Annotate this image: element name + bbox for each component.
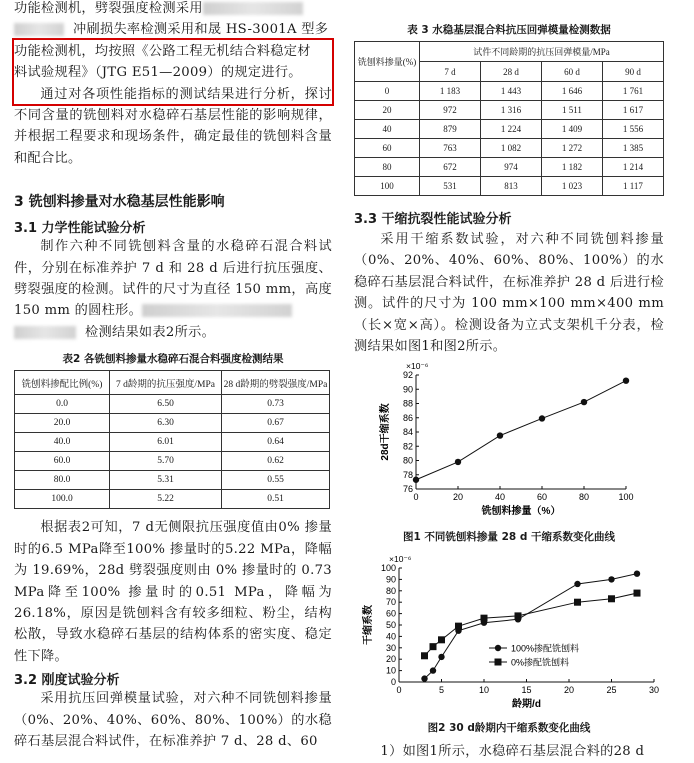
table-cell: 5.31 [110, 471, 222, 490]
data-point [581, 399, 587, 405]
y-tick-label: 0 [390, 677, 396, 688]
y-tick-label: 70 [385, 597, 396, 608]
y-axis-label: 28d干缩系数 [380, 403, 391, 462]
x-tick-label: 80 [578, 492, 590, 503]
redacted-text [14, 23, 64, 36]
table-cell: 6.01 [110, 433, 222, 452]
table-cell: 763 [420, 139, 481, 158]
intro-boxed-line: 功能检测机，均按照《公路工程无机结合料稳定材 [14, 43, 311, 59]
table-cell: 0.62 [222, 452, 330, 471]
table-cell: 1 409 [541, 120, 602, 139]
table-header: 7 d龄期的抗压强度/MPa [110, 371, 222, 395]
table-cell: 1 182 [541, 158, 602, 177]
table-cell: 20 [355, 101, 420, 120]
table-header: 90 d [602, 62, 663, 82]
data-point [608, 596, 615, 603]
intro-line: 功能检测机，劈裂强度检测采用 [14, 1, 203, 16]
table-cell: 60.0 [15, 452, 110, 471]
table-header: 28 d龄期的劈裂强度/MPa [222, 371, 330, 395]
table-row [15, 490, 330, 509]
y-tick-label: 100 [380, 563, 396, 574]
y-tick-label: 10 [385, 666, 396, 677]
redacted-text [142, 304, 292, 317]
table-row [15, 452, 330, 471]
data-point [574, 581, 580, 587]
table-cell: 0.73 [222, 395, 330, 414]
table-row [15, 433, 330, 452]
intro-line: 料试验规程》（JTG E51—2009）的规定进行。 [14, 65, 302, 81]
table-cell: 80 [355, 158, 420, 177]
y-tick-label: 80 [402, 455, 413, 466]
section-heading: 3 铣刨料掺量对水稳基层性能影响 [14, 194, 225, 211]
table-cell: 0.0 [15, 395, 110, 414]
x-tick-label: 25 [606, 685, 617, 696]
table3 [354, 41, 664, 196]
table-cell: 1 617 [602, 101, 663, 120]
subsection-heading: 3.1 力学性能试验分析 [14, 221, 146, 237]
table-header: 28 d [480, 62, 541, 82]
table-cell: 0.51 [222, 490, 330, 509]
data-point [421, 653, 428, 660]
paragraph: 采用抗压回弹模量试验，对六种不同铣刨料掺量（0%、20%、40%、60%、80%、100%）的水稳碎石基层混合料试件，在标准养护 7 d、28 d、60 [14, 691, 332, 749]
table-cell: 531 [420, 177, 481, 196]
data-point [608, 577, 614, 583]
x-axis-label: 铣刨料掺量（%） [481, 506, 561, 518]
y-tick-label: 20 [385, 654, 396, 665]
figure1-chart [354, 357, 664, 527]
table-row [15, 471, 330, 490]
y-tick-label: 30 [385, 643, 396, 654]
table-cell: 1 646 [541, 82, 602, 101]
table-row [355, 139, 664, 158]
x-tick-label: 0 [396, 685, 402, 696]
x-tick-label: 10 [478, 685, 490, 696]
y-tick-label: 88 [402, 398, 413, 409]
paragraph: 采用干缩系数试验，对六种不同铣刨料掺量（0%、20%、40%、60%、80%、100%）的水稳碎石基层混合料试件，在标准养护 28 d 后进行检测。试件的尺寸为 100 mm×100 mm×400 mm（长×宽×高）。检测设备为立式支架机千分表，检测结果如图1和图2所示。 [354, 232, 664, 355]
data-point [438, 654, 444, 660]
data-point [539, 416, 545, 422]
legend-marker [495, 659, 502, 666]
y-tick-label: 78 [402, 470, 413, 481]
x-tick-label: 100 [618, 492, 634, 503]
figure-caption: 图1 不同铣刨料掺量 28 d 干缩系数变化曲线 [402, 531, 616, 544]
table-cell: 813 [480, 177, 541, 196]
table-cell: 1 556 [602, 120, 663, 139]
table-header: 试件不同龄期的抗压回弹模量/MPa [420, 42, 664, 62]
intro-boxed-line: 冲刷损失率检测采用和晟 HS-3001A 型多 [72, 22, 329, 38]
data-point [455, 459, 461, 465]
table-row [355, 158, 664, 177]
series-line [416, 381, 626, 480]
table-header: 7 d [420, 62, 481, 82]
paragraph: 根据表2可知，7 d无侧限抗压强度值由0% 掺量时的6.5 MPa降至100% 掺量时的5.22 MPa，降幅为 19.69%，28d 劈裂强度则由 0% 掺量时的 0.73 MPa降至100% 掺量时的0.51 MPa，降幅为26.18%，原因是铣刨料含有较多细粒、粉尘，结构松散，导致水稳碎石基层的结构体系的密实度、稳定性下降。 [14, 520, 332, 664]
legend-label: 100%掺配铣刨料 [511, 643, 580, 654]
table-row [355, 120, 664, 139]
x-tick-label: 5 [438, 685, 445, 696]
table-cell: 60 [355, 139, 420, 158]
subsection-heading: 3.3 干缩抗裂性能试验分析 [354, 212, 512, 227]
x-tick-label: 0 [413, 492, 419, 503]
table-cell: 0.64 [222, 433, 330, 452]
table-cell: 5.22 [110, 490, 222, 509]
y-tick-label: 82 [402, 441, 413, 452]
data-point [430, 668, 436, 674]
table-cell: 1 316 [480, 101, 541, 120]
table-cell: 6.50 [110, 395, 222, 414]
y-tick-label: 84 [402, 427, 413, 438]
figure-caption: 图2 30 d龄期内干缩系数变化曲线 [427, 722, 591, 735]
y-tick-label: 90 [385, 574, 396, 585]
data-point [497, 433, 503, 439]
table-cell: 1 761 [602, 82, 663, 101]
x-axis-label: 龄期/d [512, 699, 541, 711]
data-point [634, 571, 640, 577]
table-row [15, 395, 330, 414]
paragraph-text: 检测结果如表2所示。 [84, 324, 216, 340]
data-point [634, 590, 641, 597]
table-row [355, 82, 664, 101]
y-tick-label: 86 [402, 413, 413, 424]
table-cell: 672 [420, 158, 481, 177]
data-point [438, 637, 445, 644]
paragraph-text: 制作六种不同铣刨料含量的水稳碎石混合料试件，分别在标准养护 7 d 和 28 d 后进行抗压强度、劈裂强度的检测。试件的尺寸为直径 150 mm，高度 150 mm 的圆柱形。 [14, 239, 332, 319]
y-tick-label: 50 [385, 620, 396, 631]
table-cell: 1 214 [602, 158, 663, 177]
y-tick-label: 40 [385, 631, 396, 642]
redacted-text [203, 2, 303, 15]
left-column [14, 0, 332, 752]
x-tick-label: 40 [494, 492, 506, 503]
table-cell: 972 [420, 101, 481, 120]
table-cell: 1 224 [480, 120, 541, 139]
paragraph [14, 236, 332, 343]
highlight-box [12, 38, 334, 106]
data-point [515, 613, 522, 620]
data-point [430, 644, 437, 651]
y-axis-label: 干缩系数 [363, 605, 374, 646]
paragraph: 通过对各项性能指标的测试结果进行分析，探讨不同含量的铣刨料对水稳碎石基层性能的影响规律，并根据工程要求和现场条件，确定最佳的铣刨料含量和配合比。 [14, 86, 332, 166]
table-row [355, 101, 664, 120]
x-tick-label: 15 [521, 685, 532, 696]
table-cell: 1 511 [541, 101, 602, 120]
table-cell: 0.55 [222, 471, 330, 490]
table-cell: 40 [355, 120, 420, 139]
table-cell: 40.0 [15, 433, 110, 452]
legend-label: 0%掺配铣刨料 [511, 657, 570, 668]
x-tick-label: 30 [648, 685, 660, 696]
figure2-chart [354, 550, 664, 720]
table-cell: 1 183 [420, 82, 481, 101]
y-multiplier: ×10⁻⁶ [406, 361, 429, 372]
table-cell: 1 385 [602, 139, 663, 158]
x-tick-label: 20 [452, 492, 464, 503]
table-cell: 6.30 [110, 414, 222, 433]
subsection-heading: 3.2 刚度试验分析 [14, 673, 120, 689]
table-cell: 100.0 [15, 490, 110, 509]
y-tick-label: 92 [402, 370, 413, 381]
data-point [623, 378, 629, 384]
table-row [15, 414, 330, 433]
y-tick-label: 80 [385, 586, 396, 597]
y-tick-label: 76 [402, 484, 413, 495]
table-cell: 1 082 [480, 139, 541, 158]
table-cell: 20.0 [15, 414, 110, 433]
table-header: 60 d [541, 62, 602, 82]
table2 [14, 370, 330, 509]
table-header: 铣刨料掺配比例(%) [15, 371, 110, 395]
right-column [354, 0, 664, 763]
data-point [421, 676, 427, 682]
table-cell: 974 [480, 158, 541, 177]
table-cell: 100 [355, 177, 420, 196]
table-cell: 1 117 [602, 177, 663, 196]
table-row [355, 177, 664, 196]
data-point [574, 599, 581, 606]
data-point [481, 615, 488, 622]
legend-marker [495, 645, 501, 651]
y-multiplier: ×10⁻⁶ [389, 554, 412, 565]
table-cell: 5.70 [110, 452, 222, 471]
table-header: 铣刨料掺量(%) [355, 42, 420, 82]
table-cell: 1 023 [541, 177, 602, 196]
redacted-text [14, 326, 76, 339]
data-point [413, 477, 419, 483]
table-cell: 0.67 [222, 414, 330, 433]
x-tick-label: 20 [563, 685, 575, 696]
table-cell: 1 443 [480, 82, 541, 101]
data-point [455, 623, 462, 630]
paragraph: 1）如图1所示，水稳碎石基层混合料的28 d [380, 744, 645, 760]
table-cell: 1 272 [541, 139, 602, 158]
table-cell: 80.0 [15, 471, 110, 490]
table-cell: 0 [355, 82, 420, 101]
table-caption: 表 3 水稳基层混合料抗压回弹模量检测数据 [407, 24, 611, 36]
table-caption: 表2 各铣刨料掺量水稳碎石混合料强度检测结果 [62, 353, 284, 366]
y-tick-label: 90 [402, 384, 413, 395]
x-tick-label: 60 [536, 492, 548, 503]
y-tick-label: 60 [385, 609, 396, 620]
table-cell: 879 [420, 120, 481, 139]
